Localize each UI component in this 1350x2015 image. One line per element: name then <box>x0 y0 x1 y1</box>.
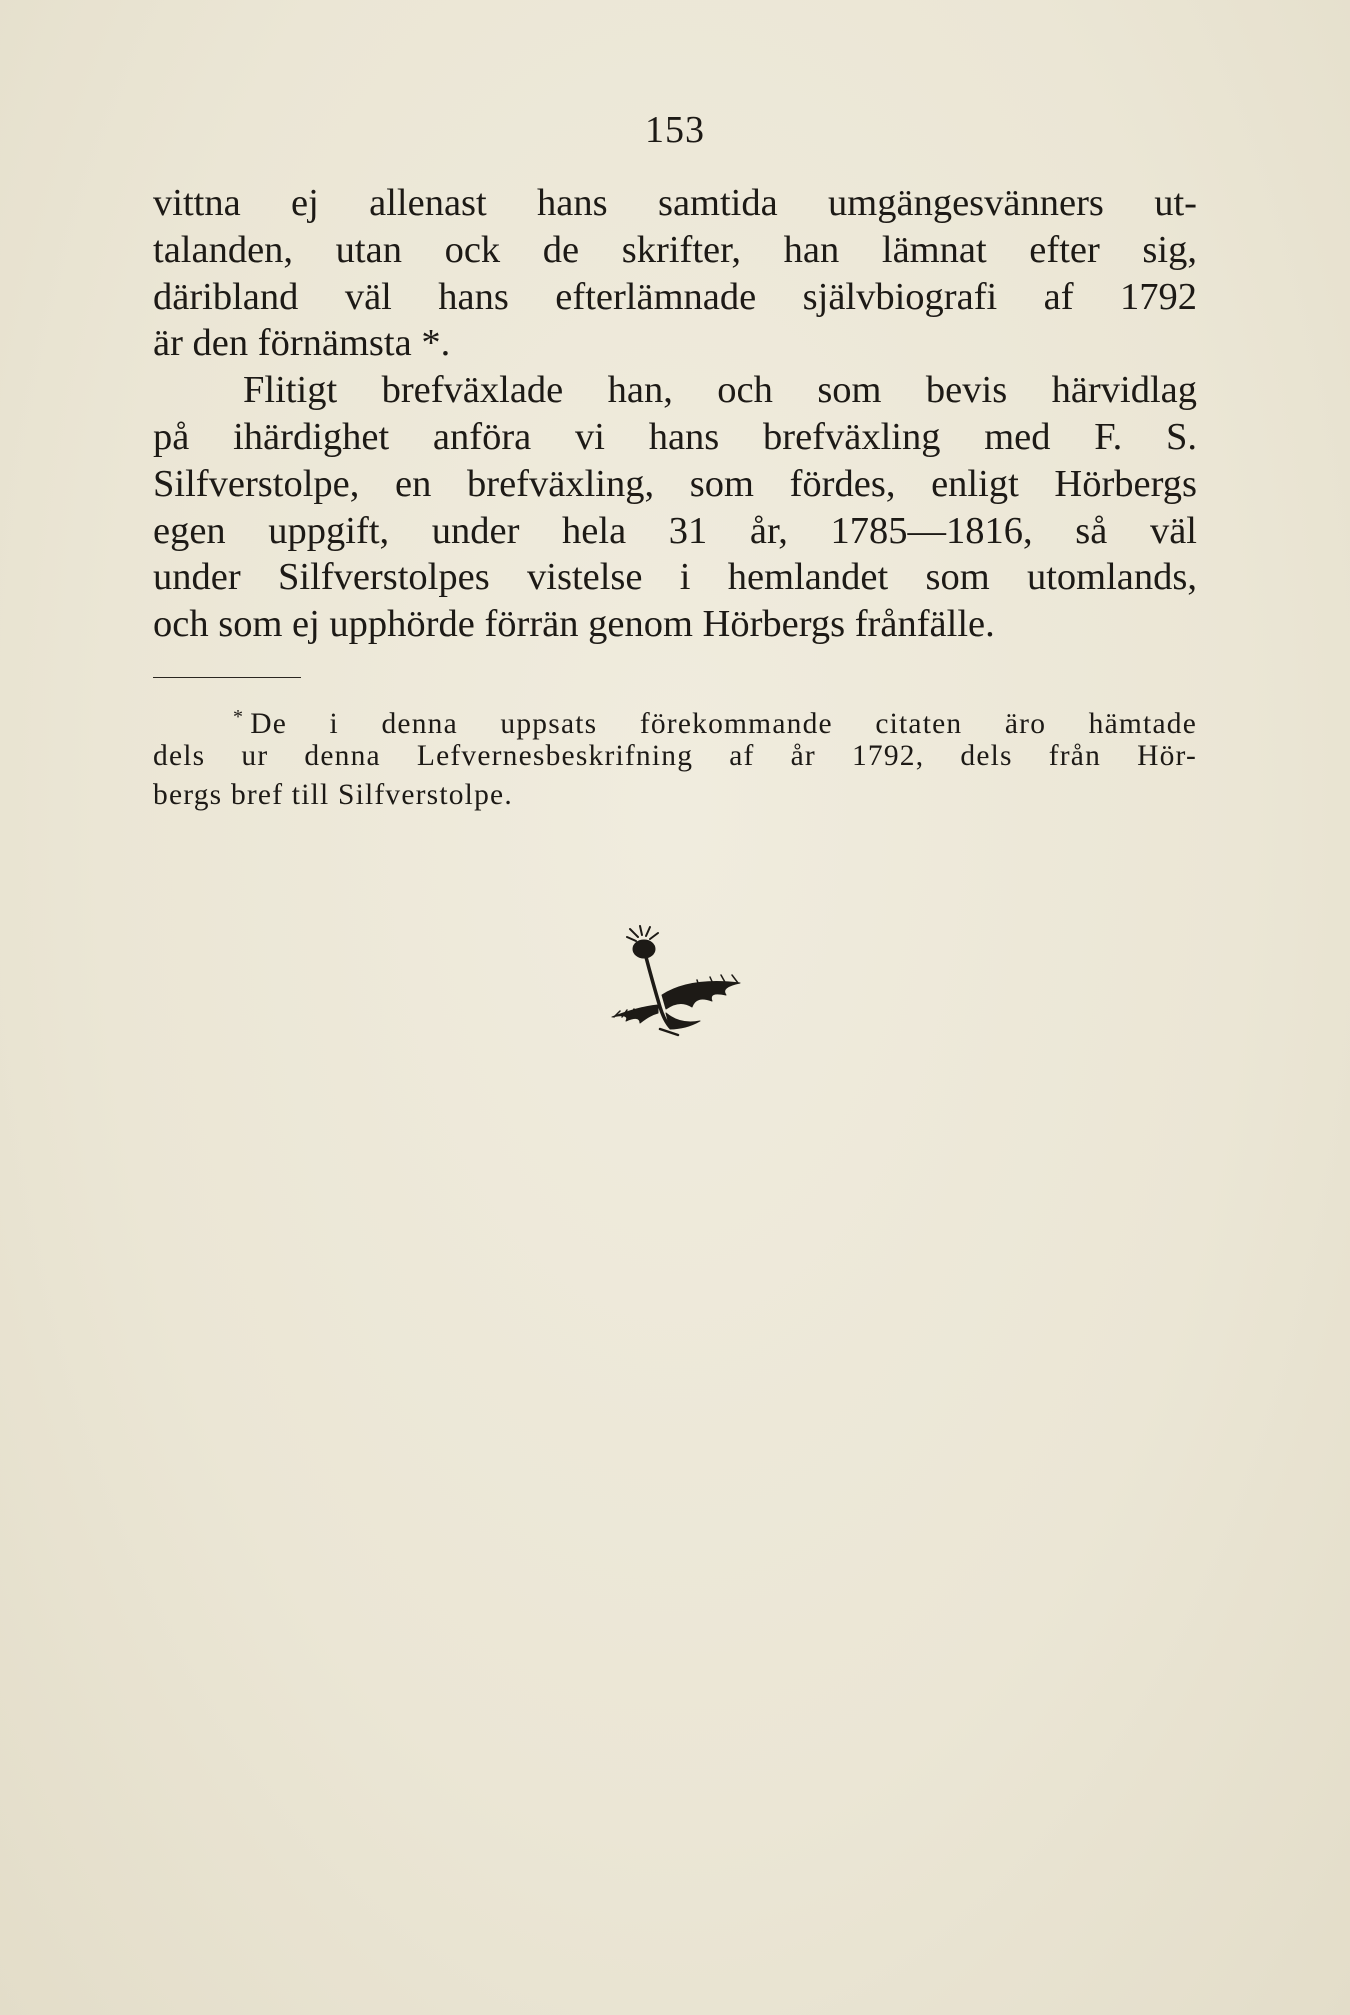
text-line: Flitigt brefväxlade han, och som bevis härvidlag <box>243 369 1197 412</box>
footnote-line <box>153 698 1197 740</box>
text-line: är den förnämsta *. <box>153 322 451 365</box>
text-line: under Silfverstolpes vistelse i hemlandet som utomlands, <box>153 556 1197 599</box>
text-line: talanden, utan ock de skrifter, han lämnat efter sig, <box>153 228 1197 271</box>
text-line: egen uppgift, under hela 31 år, 1785—1816, så väl <box>153 509 1197 552</box>
body-text <box>153 180 1197 648</box>
text-line: på ihärdighet anföra vi hans brefväxling med F. S. <box>153 415 1197 458</box>
footnote <box>153 698 1197 815</box>
text-line: Silfverstolpe, en brefväxling, som fördes, enligt Hörbergs <box>153 462 1197 505</box>
footnote-marker: * <box>233 706 245 728</box>
footnote-separator-rule <box>153 677 301 678</box>
page-number: 153 <box>645 109 705 151</box>
thistle-ornament-icon <box>600 925 750 1040</box>
text-line: vittna ej allenast hans samtida umgängesvänners ut- <box>153 182 1197 224</box>
text-line: och som ej upphörde förrän genom Hörbergs frånfälle. <box>153 603 995 646</box>
footnote-line-text: De i denna uppsats förekommande citaten äro hämtade <box>250 708 1197 740</box>
footnote-line: bergs bref till Silfverstolpe. <box>153 779 513 811</box>
text-line: däribland väl hans efterlämnade självbiografi af 1792 <box>153 275 1197 318</box>
footnote-line: dels ur denna Lefvernesbeskrifning af år 1792, dels från Hör- <box>153 740 1197 772</box>
